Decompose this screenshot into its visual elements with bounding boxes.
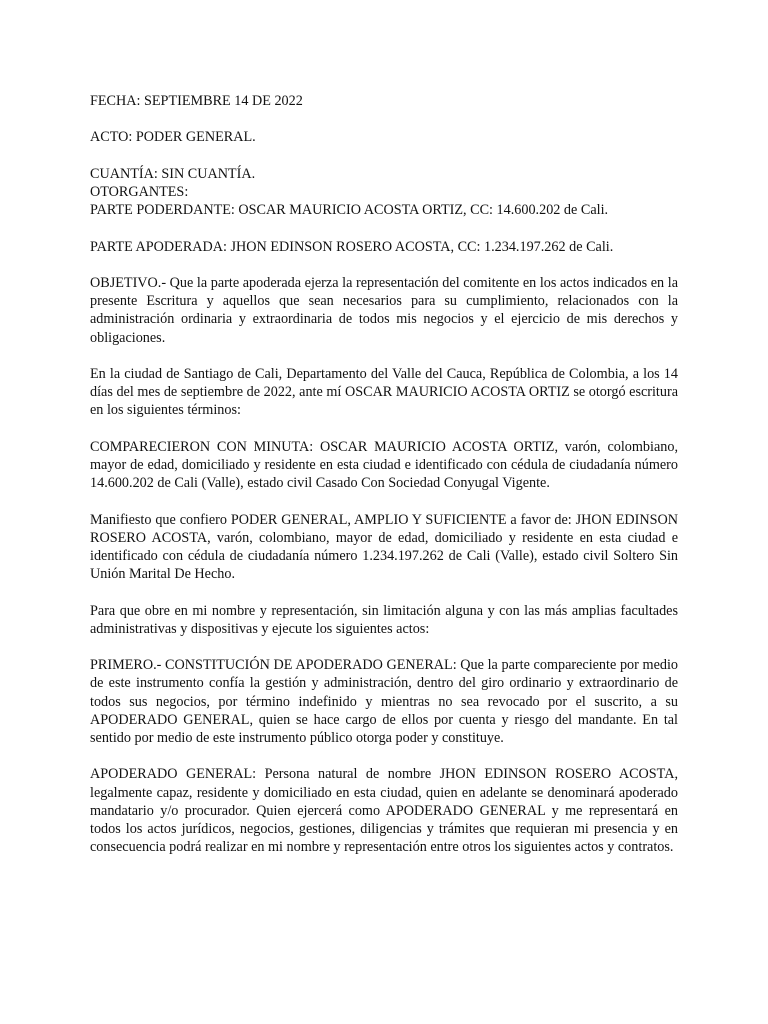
spacer (90, 583, 678, 601)
para-que-paragraph: Para que obre en mi nombre y representación, sin limitación alguna y con las más amplias facultades administrativas y dispositivas y ejecute los siguientes actos: (90, 602, 678, 637)
apoderado-general-paragraph: APODERADO GENERAL: Persona natural de nombre JHON EDINSON ROSERO ACOSTA, legalmente capaz, residente y domiciliado en esta ciudad, quien en adelante se denominará apoderado mandatario y/o procurador. Quien ejercerá como APODERADO GENERAL y me representará en todos los actos jurídicos, negocios, gestiones, diligencias y trámites que requieran mi presencia y en consecuencia podrá realizar en mi nombre y representación entre otros los siguientes actos y contratos. (90, 766, 678, 856)
ciudad-paragraph: En la ciudad de Santiago de Cali, Departamento del Valle del Cauca, República de Colombia, a los 14 días del mes de septiembre de 2022, ante mí OSCAR MAURICIO ACOSTA ORTIZ se otorgó escritura en los siguientes términos: (90, 365, 678, 419)
primero-paragraph: PRIMERO.- CONSTITUCIÓN DE APODERADO GENERAL: Que la parte compareciente por medio de este instrumento confía la gestión y administración, dentro del giro ordinario y extraordinario de todos sus negocios, por término indefinido y mientras no sea revocado por el suscrito, a su APODERADO GENERAL, quien se hace cargo de ellos por cuenta y riesgo del mandante. En tal sentido por medio de este instrumento público otorga poder y constituye. (90, 657, 678, 746)
spacer (90, 256, 678, 274)
spacer (90, 147, 678, 165)
parte-poderdante-line: PARTE PODERDANTE: OSCAR MAURICIO ACOSTA ORTIZ, CC: 14.600.202 de Cali. (90, 202, 609, 219)
parte-apoderada-line: PARTE APODERADA: JHON EDINSON ROSERO ACOSTA, CC: 1.234.197.262 de Cali. (90, 238, 614, 255)
cuantia-line: CUANTÍA: SIN CUANTÍA. (90, 165, 256, 182)
comparecieron-paragraph: COMPARECIERON CON MINUTA: OSCAR MAURICIO ACOSTA ORTIZ, varón, colombiano, mayor de edad, domiciliado y residente en esta ciudad e identificado con cédula de ciudadanía número 14.600.202 de Cali (Valle), estado civil Casado Con Sociedad Conyugal Vigente. (90, 438, 678, 492)
otorgantes-line: OTORGANTES: (90, 183, 189, 200)
acto-line: ACTO: PODER GENERAL. (90, 129, 256, 146)
spacer (90, 347, 678, 365)
manifiesto-paragraph: Manifiesto que confiero PODER GENERAL, AMPLIO Y SUFICIENTE a favor de: JHON EDINSON ROSERO ACOSTA, varón, colombiano, mayor de edad, domiciliado y residente en esta ciudad e identificado con cédula de ciudadanía número 1.234.197.262 de Cali (Valle), estado civil Soltero Sin Unión Marital De Hecho. (90, 511, 678, 583)
fecha-line: FECHA: SEPTIEMBRE 14 DE 2022 (90, 93, 303, 109)
spacer (90, 492, 678, 510)
objetivo-paragraph: OBJETIVO.- Que la parte apoderada ejerza la representación del comitente en los actos indicados en la presente Escritura y aquellos que sean necesarios para su cumplimiento, relacionados con la administración ordinaria y extraordinaria de todos mis negocios y el ejercicio de mis derechos y obligaciones. (90, 274, 678, 346)
spacer (90, 638, 678, 656)
spacer (90, 420, 678, 438)
spacer (90, 747, 678, 765)
document-page (90, 92, 678, 856)
spacer (90, 110, 678, 128)
spacer (90, 219, 678, 237)
